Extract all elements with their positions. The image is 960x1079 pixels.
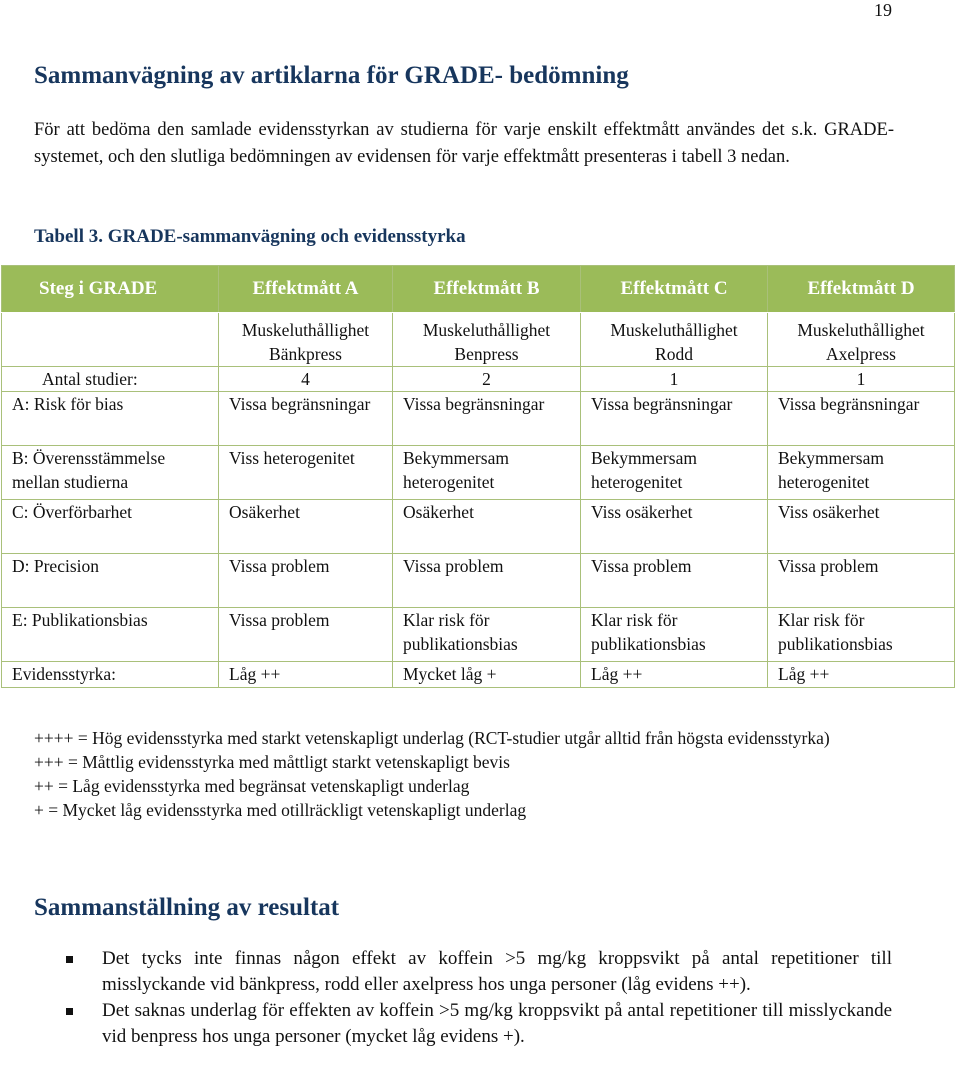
empty-cell — [2, 313, 219, 367]
exercise-name: Bänkpress — [269, 344, 342, 364]
table-cell: 4 — [219, 367, 393, 392]
sub-header-cell — [581, 313, 768, 367]
table-cell: Viss osäkerhet — [768, 500, 955, 554]
table-cell: Vissa begränsningar — [768, 392, 955, 446]
list-item — [66, 998, 892, 1050]
outcome-name: Muskeluthållighet — [610, 320, 738, 340]
table-row — [2, 392, 955, 446]
results-heading: Sammanställning av resultat — [34, 894, 340, 921]
intro-paragraph: För att bedöma den samlade evidensstyrkan av studierna för varje enskilt effektmått användes det s.k. GRADE-systemet, och den slutliga bedömningen av evidensen för varje effektmått presenteras i tabell 3 nedan. — [34, 120, 894, 167]
header-cell: Effektmått C — [581, 266, 768, 313]
row-label: E: Publikationsbias — [2, 608, 219, 662]
outcome-name: Muskeluthållighet — [241, 320, 370, 340]
table-cell: Osäkerhet — [219, 500, 393, 554]
list-item-text: Det saknas underlag för effekten av koffein >5 mg/kg kroppsvikt på antal repetitioner till misslyckande vid benpress hos unga personer (mycket låg evidens +). — [102, 1000, 892, 1047]
table-cell: Klar risk för publikationsbias — [581, 608, 768, 662]
table-header-row — [2, 266, 955, 313]
table-cell: Vissa problem — [581, 554, 768, 608]
legend-item: + = Mycket låg evidensstyrka med otillräckligt vetenskapligt underlag — [34, 800, 527, 820]
table-cell: Klar risk för publikationsbias — [393, 608, 581, 662]
table-cell: Vissa problem — [219, 608, 393, 662]
header-cell: Effektmått B — [393, 266, 581, 313]
row-label: Antal studier: — [2, 367, 219, 392]
table-cell: Vissa begränsningar — [581, 392, 768, 446]
exercise-name: Axelpress — [826, 344, 896, 364]
table-cell: Viss heterogenitet — [219, 446, 393, 500]
sub-header-cell — [219, 313, 393, 367]
table-cell: Viss osäkerhet — [581, 500, 768, 554]
sub-header-cell — [393, 313, 581, 367]
legend-item: ++++ = Hög evidensstyrka med starkt vetenskapligt underlag (RCT-studier utgår alltid från högsta evidensstyrka) — [34, 728, 830, 748]
section-heading: Sammanvägning av artiklarna för GRADE- bedömning — [34, 62, 629, 89]
table-row — [2, 500, 955, 554]
table-cell: Mycket låg + — [393, 662, 581, 688]
list-item — [66, 946, 892, 998]
header-cell: Effektmått A — [219, 266, 393, 313]
table-cell: Vissa problem — [768, 554, 955, 608]
table-row — [2, 446, 955, 500]
exercise-name: Rodd — [655, 344, 693, 364]
list-item-text: Det tycks inte finnas någon effekt av koffein >5 mg/kg kroppsvikt på antal repetitioner till misslyckande vid bänkpress, rodd eller axelpress hos unga personer (låg evidens ++). — [102, 948, 892, 995]
table-row — [2, 608, 955, 662]
table-cell: 1 — [768, 367, 955, 392]
header-cell: Effektmått D — [768, 266, 955, 313]
page-number: 19 — [874, 0, 892, 20]
table-cell: Bekymmersam heterogenitet — [768, 446, 955, 500]
square-bullet-icon — [66, 956, 73, 963]
table-cell: Osäkerhet — [393, 500, 581, 554]
row-label: C: Överförbarhet — [2, 500, 219, 554]
outcome-name: Muskeluthållighet — [797, 320, 925, 340]
results-list — [66, 946, 892, 1050]
evidence-legend — [34, 726, 904, 822]
table-cell: 1 — [581, 367, 768, 392]
table-cell: Låg ++ — [219, 662, 393, 688]
table-caption: Tabell 3. GRADE-sammanvägning och evidensstyrka — [34, 226, 466, 247]
row-label: Evidensstyrka: — [2, 662, 219, 688]
square-bullet-icon — [66, 1008, 73, 1015]
table-row — [2, 662, 955, 688]
row-label: B: Överensstämmelse mellan studierna — [2, 446, 219, 500]
table-cell: 2 — [393, 367, 581, 392]
table-cell: Låg ++ — [768, 662, 955, 688]
outcome-name: Muskeluthållighet — [422, 320, 551, 340]
table-cell: Bekymmersam heterogenitet — [393, 446, 581, 500]
table-row — [2, 554, 955, 608]
sub-header-cell — [768, 313, 955, 367]
table-cell: Klar risk för publikationsbias — [768, 608, 955, 662]
sub-header-row — [2, 313, 955, 367]
table-cell: Vissa problem — [219, 554, 393, 608]
table-cell: Vissa begränsningar — [393, 392, 581, 446]
row-label: A: Risk för bias — [2, 392, 219, 446]
legend-item: +++ = Måttlig evidensstyrka med måttligt starkt vetenskapligt bevis — [34, 752, 510, 772]
legend-item: ++ = Låg evidensstyrka med begränsat vetenskapligt underlag — [34, 776, 470, 796]
header-cell: Steg i GRADE — [2, 266, 219, 313]
table-cell: Bekymmersam heterogenitet — [581, 446, 768, 500]
table-cell: Vissa problem — [393, 554, 581, 608]
table-cell: Låg ++ — [581, 662, 768, 688]
table-row — [2, 367, 955, 392]
exercise-name: Benpress — [454, 344, 519, 364]
grade-table — [1, 265, 955, 688]
table-cell: Vissa begränsningar — [219, 392, 393, 446]
row-label: D: Precision — [2, 554, 219, 608]
